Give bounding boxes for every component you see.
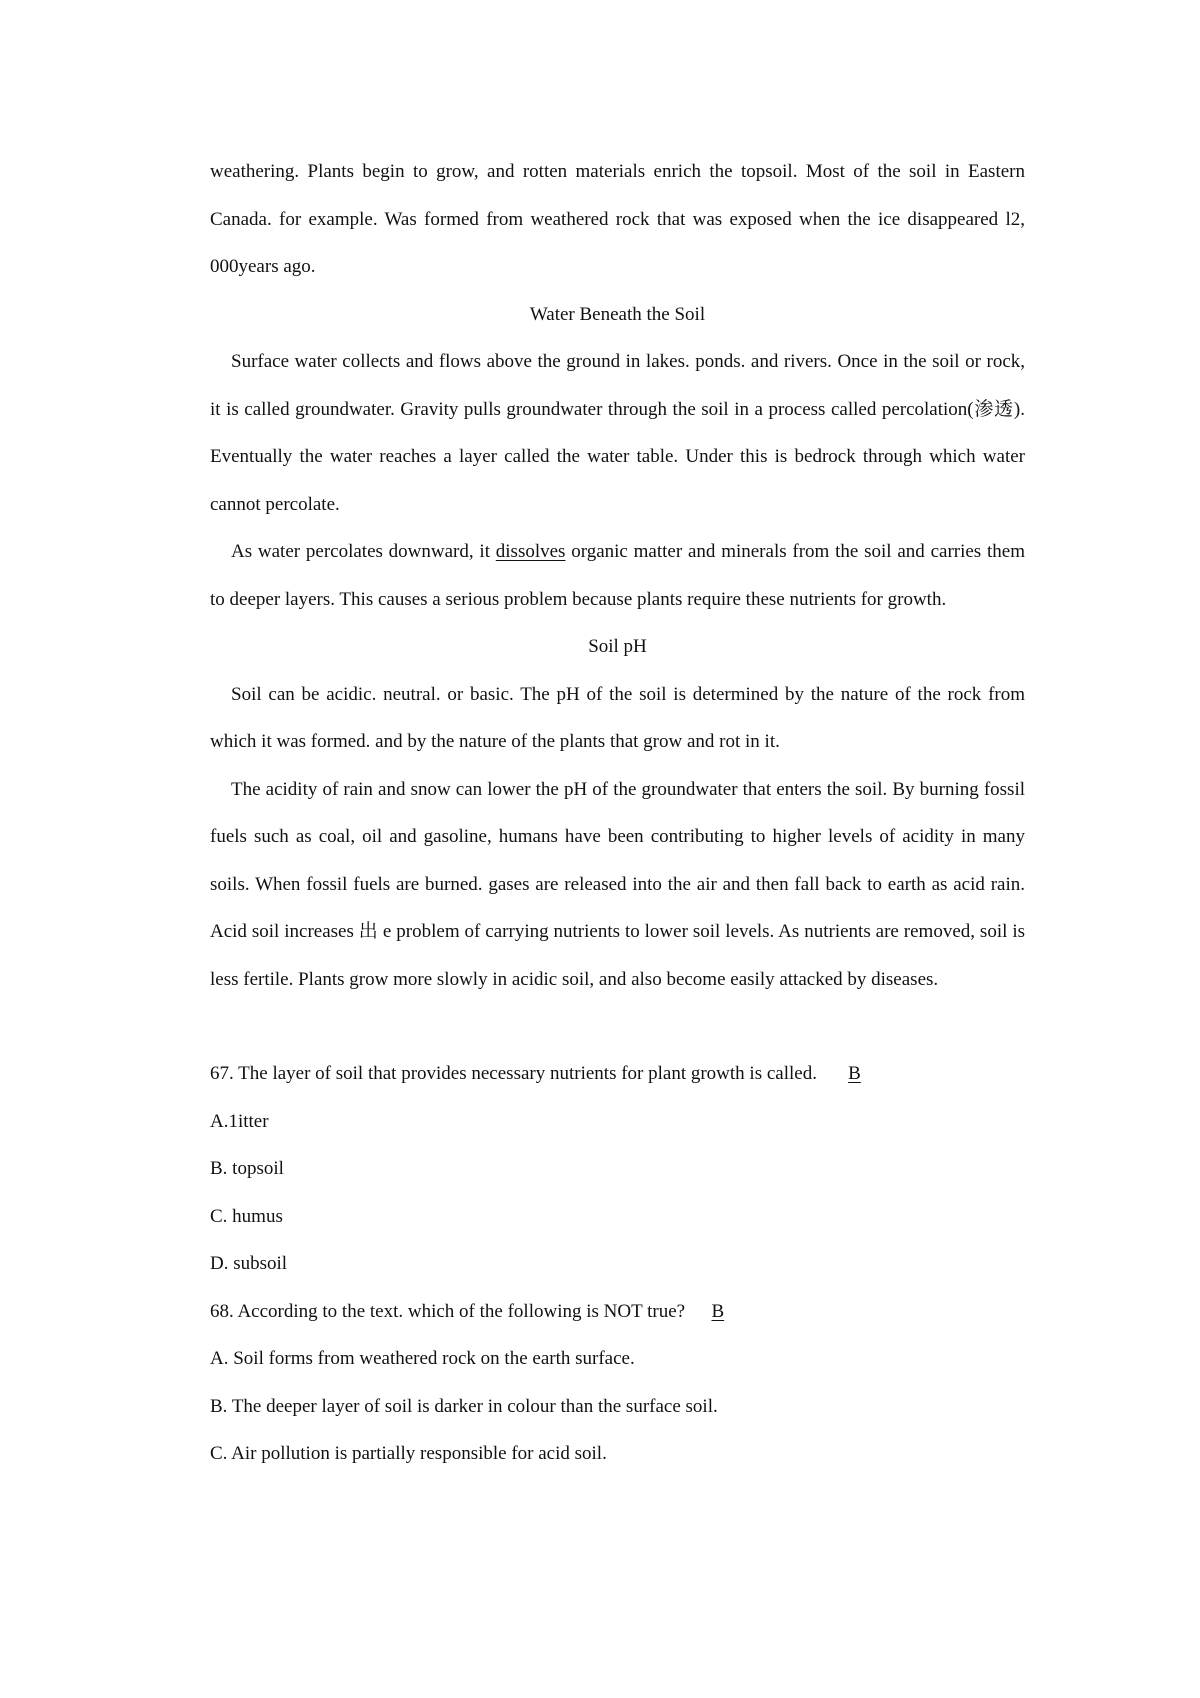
question-68-stem: 68. According to the text. which of the following is NOT true? xyxy=(210,1300,686,1322)
section-heading-water: Water Beneath the Soil xyxy=(529,303,706,325)
question-67-option-d: D. subsoil xyxy=(210,1253,288,1274)
underlined-word-dissolves: dissolves xyxy=(495,541,566,562)
question-67-option-c: C. humus xyxy=(210,1205,283,1227)
question-67-option-b: B. topsoil xyxy=(210,1158,284,1179)
section-heading-soil-ph: Soil pH xyxy=(588,636,647,657)
passage-paragraph-2: Surface water collects and flows above the ground in lakes. ponds. and rivers. Once in the soil or rock, it is called groundwater. Gravity pulls groundwater through the soil in a process called percolation(渗透). Eventually the water reaches a layer called the water table. Under this is bedrock through which water cannot percolate. xyxy=(210,351,1025,515)
section-spacer xyxy=(210,1003,1025,1050)
document-page xyxy=(210,148,1025,1478)
question-68-option-a: A. Soil forms from weathered rock on the earth surface. xyxy=(210,1348,635,1369)
question-68 xyxy=(210,1288,1025,1336)
question-67-option-a: A.1itter xyxy=(210,1110,269,1132)
passage-paragraph-5: The acidity of rain and snow can lower the pH of the groundwater that enters the soil. By burning fossil fuels such as coal, oil and gasoline, humans have been contributing to higher levels of acidity in many soils. When fossil fuels are burned. gases are released into the air and then fall back to earth as acid rain. Acid soil increases 出 e problem of carrying nutrients to lower soil levels. As nutrients are removed, soil is less fertile. Plants grow more slowly in acidic soil, and also become easily attacked by diseases. xyxy=(210,778,1025,990)
question-67-stem: 67. The layer of soil that provides necessary nutrients for plant growth is called. xyxy=(210,1063,817,1084)
question-68-answer: B xyxy=(711,1300,725,1322)
question-67-answer: B xyxy=(848,1063,861,1084)
question-68-option-b: B. The deeper layer of soil is darker in colour than the surface soil. xyxy=(210,1395,718,1417)
passage-paragraph-3-start: As water percolates downward, it xyxy=(231,541,496,562)
passage-paragraph-4: Soil can be acidic. neutral. or basic. The pH of the soil is determined by the nature of the rock from which it was formed. and by the nature of the plants that grow and rot in it. xyxy=(210,683,1025,752)
question-67 xyxy=(210,1050,1025,1098)
passage-paragraph-3 xyxy=(210,528,1025,623)
passage-paragraph-3-end: organic matter and minerals from the soil and carries them to deeper layers. This causes a serious problem because plants require these nutrients for growth. xyxy=(210,541,1025,610)
passage-paragraph-1: weathering. Plants begin to grow, and rotten materials enrich the topsoil. Most of the soil in Eastern Canada. for example. Was formed from weathered rock that was exposed when the ice disappeared l2, 000years ago. xyxy=(210,161,1025,277)
question-68-option-c: C. Air pollution is partially responsible for acid soil. xyxy=(210,1443,607,1464)
